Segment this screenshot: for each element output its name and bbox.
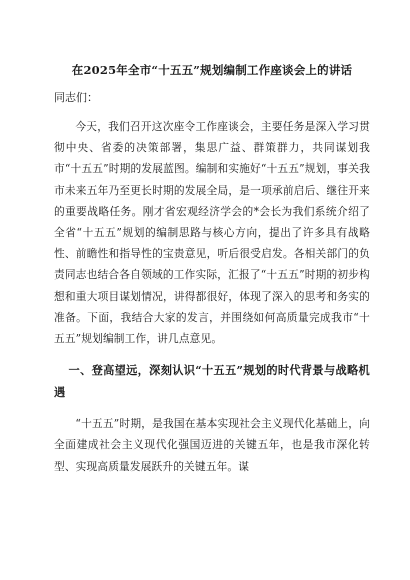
section-heading: 一、登高望远，深刻认识“十五五”规划的时代背景与战略机遇 (54, 363, 370, 400)
salutation: 同志们： (54, 91, 98, 104)
section-paragraph: “十五五”时期，是我国在基本实现社会主义现代化基础上，向全面建成社会主义现代化强国迈进的关键五年，也是我市深化转型、实现高质量发展跃升的关键五年。谋 (54, 417, 370, 473)
document-title: 在2025年全市“十五五”规划编制工作座谈会上的讲话 (71, 63, 353, 77)
body-paragraph: 今天，我们召开这次座令工作座谈会，主要任务是深入学习贯彻中央、省委的决策部署，集思广益、群策群力，共同谋划我市“十五五”时期的发展蓝图。编制和实施好“十五五”规划，事关我市未来五年乃至更长时期的发展全局，是一项承前启后、继往开来的重要战略任务。刚才省宏观经济学会的*会长为我们系统介绍了全省“十五五”规划的编制思路与核心方向，提出了许多具有战略性、前瞻性和指导性的宝贵意见，听后很受启发。各相关部门的负责同志也结合各自领域的工作实际，汇报了“十五五”时期的初步构想和重大项目谋划情况，讲得都很好，体现了深入的思考和务实的准备。下面，我结合大家的发言，并围绕如何高质量完成我市“十五五”规划编制工作，讲几点意见。 (54, 120, 370, 346)
